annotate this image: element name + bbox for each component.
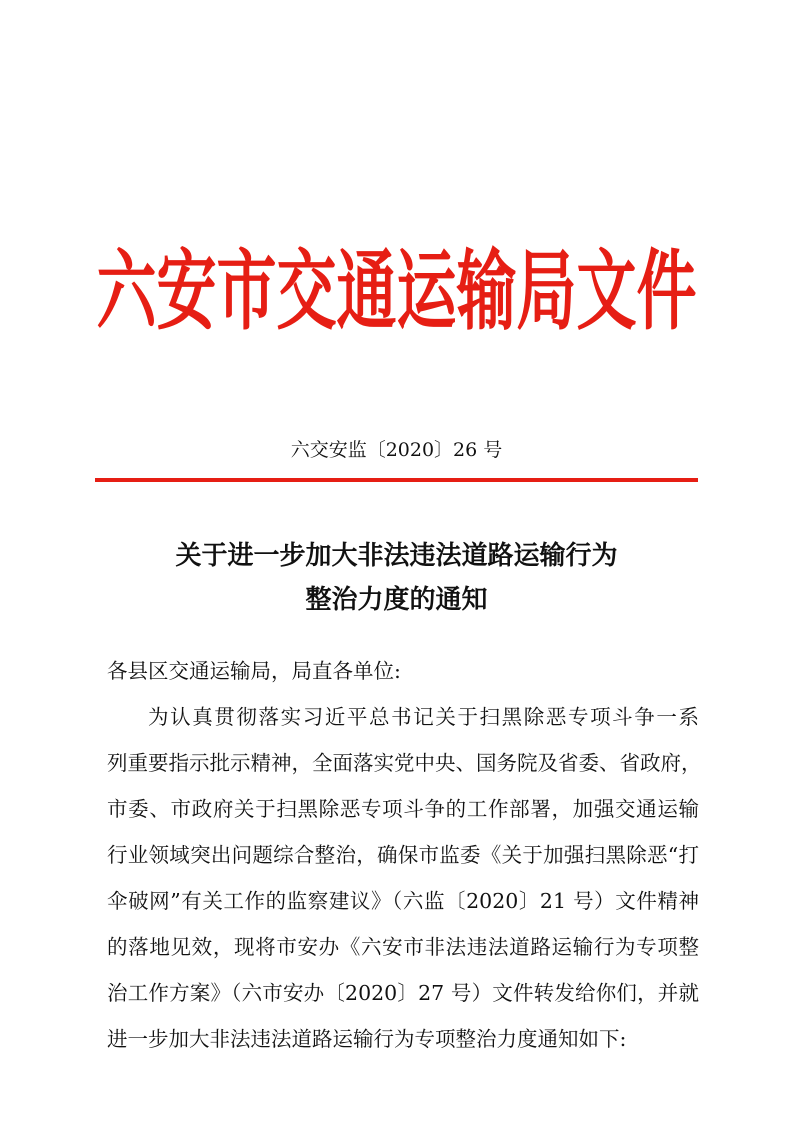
red-divider-line: [95, 478, 698, 482]
title-line-2: 整治力度的通知: [305, 585, 488, 615]
paragraph-line-2: 列重要指示批示精神，全面落实党中央、国务院及省委、省政府，: [107, 751, 702, 775]
title-line-1: 关于进一步加大非法违法道路运输行为: [175, 541, 618, 571]
paragraph-line-7: 治工作方案》（六市安办〔2020〕27 号）文件转发给你们，并就: [107, 981, 699, 1005]
document-number: 六交安监〔2020〕26 号: [290, 439, 503, 461]
salutation: 各县区交通运输局，局直各单位:: [107, 659, 401, 683]
paragraph-line-6: 的落地见效，现将市安办《六安市非法违法道路运输行为专项整: [107, 935, 699, 959]
paragraph-line-3: 市委、市政府关于扫黑除恶专项斗争的工作部署，加强交通运输: [107, 797, 699, 821]
document-title: [0, 534, 793, 622]
document-body: [107, 648, 702, 1062]
document-masthead: 六安市交通运输局文件: [96, 241, 697, 343]
paragraph-line-8: 进一步加大非法违法道路运输行为专项整治力度通知如下:: [107, 1027, 627, 1051]
paragraph-line-5: 伞破网”有关工作的监察建议》（六监〔2020〕21 号）文件精神: [107, 889, 699, 913]
paragraph-line-1: 为认真贯彻落实习近平总书记关于扫黑除恶专项斗争一系: [148, 705, 699, 729]
paragraph-line-4: 行业领域突出问题综合整治，确保市监委《关于加强扫黑除恶“打: [107, 843, 699, 867]
